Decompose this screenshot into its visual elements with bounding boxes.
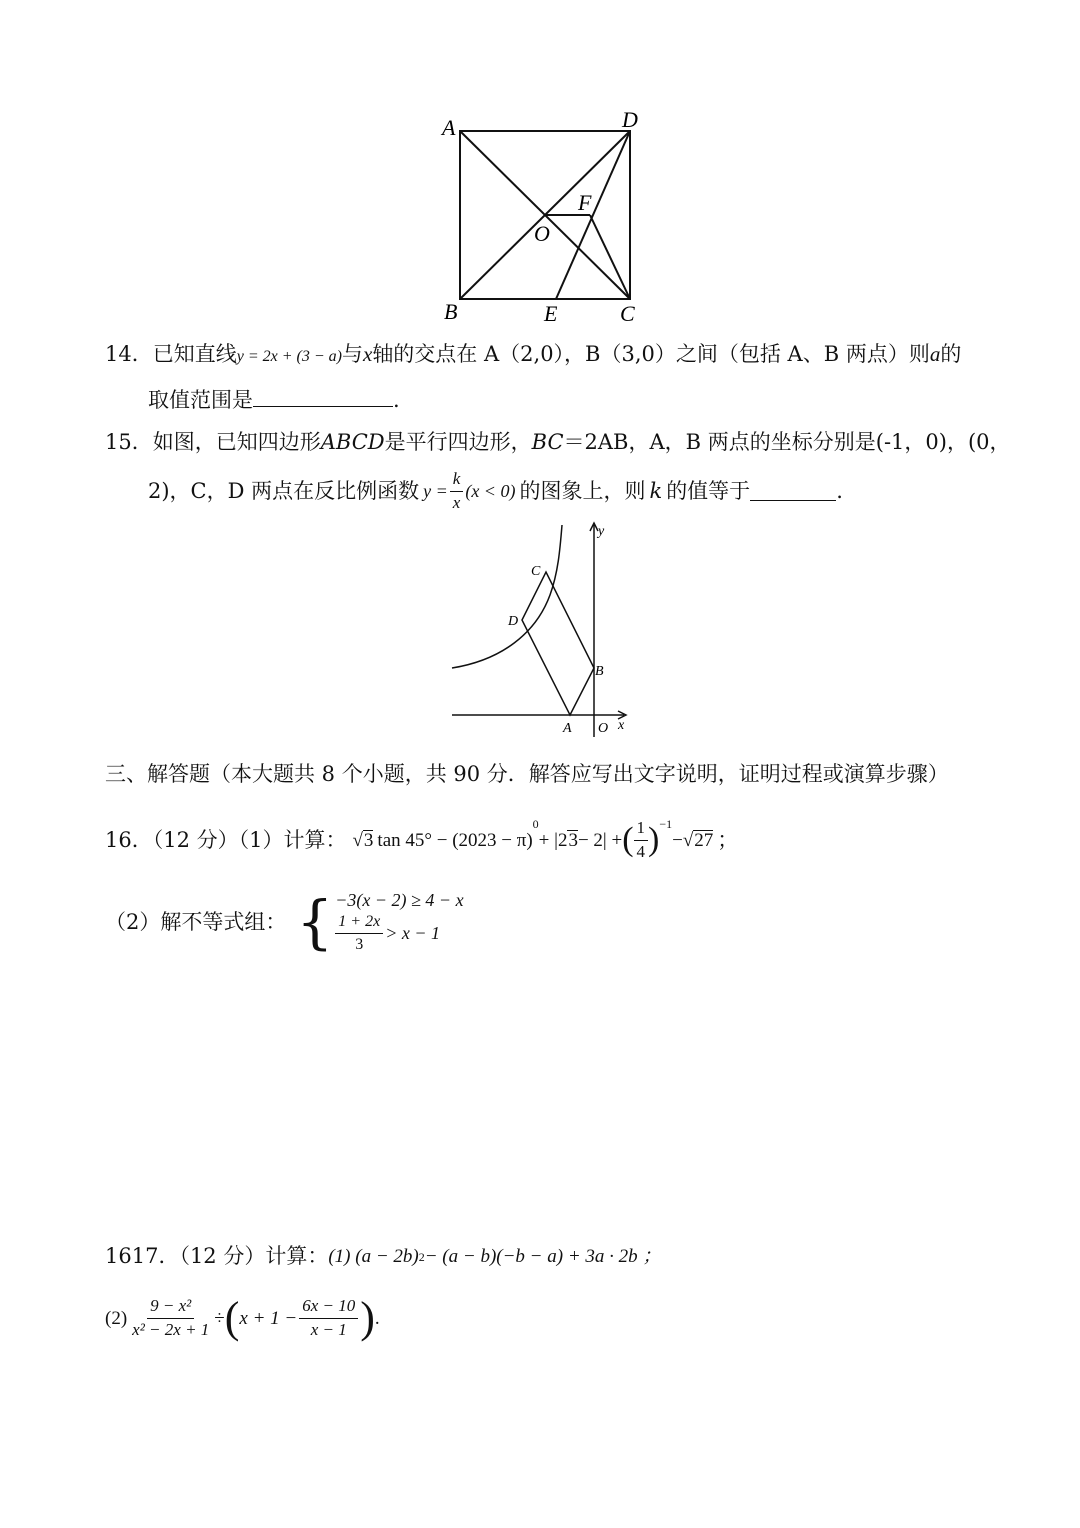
q16-part1: 16．（12 分）（1）计算： √ 3 tan 45° − (2023 − π) 0 + |2 3 − 2| + ( $\frac{1}{4}$ ) $^{-1}$ − √ 27 ；: [105, 817, 739, 861]
segment-fc: [590, 215, 630, 299]
square-figure: [430, 105, 660, 330]
q17-fraction-1: $\frac{\text{9 − x²}}{\text{x² − 2x + 1}}$: [132, 1295, 210, 1339]
q17-part2: (2) $\frac{\text{9 − x²}}{\text{x² − 2x + 1}}$ ÷ ( x + 1 − $\frac{6x - 10}{x - 1}$ ) .: [105, 1293, 380, 1342]
label-a: A: [442, 115, 456, 140]
q15-line2: 2)，C，D 两点在反比例函数 y = $\frac{k}{x}$ (x < 0) 的图象上，则 k 的值等于 .: [148, 469, 843, 512]
label-b: B: [444, 299, 458, 324]
q15-function-fraction: $\frac{k}{x}$: [450, 470, 464, 512]
q16-fraction-quarter: $\frac{1}{4}$: [634, 819, 649, 861]
q16-part2: （2）解不等式组： { −3(x − 2) ≥ 4 − x $\frac{1 + 2x}{3}$ > x − 1: [105, 888, 464, 956]
label-c: C: [620, 301, 635, 326]
section-3-heading: 三、解答题（本大题共 8 个小题，共 90 分．解答应写出文字说明，证明过程或演算步骤）: [105, 762, 949, 786]
fig2-label-d: D: [508, 614, 519, 629]
q14-formula: y = 2x + (3 − a): [236, 348, 342, 365]
inequality-1: −3(x − 2) ≥ 4 − x: [335, 889, 464, 910]
q14-answer-blank: [253, 388, 393, 407]
fig2-label-b: B: [595, 664, 604, 679]
fig2-label-c: C: [531, 564, 541, 579]
q17-part1: 1617．（12 分）计算： (1) (a − 2b) 2 − (a − b)(−b − a) + 3a · 2b ；: [105, 1244, 662, 1268]
fig2-label-y: y: [598, 524, 605, 539]
label-f: F: [578, 190, 592, 215]
q17-fraction-2: $\frac{6x - 10}{x - 1}$: [299, 1297, 358, 1339]
inequality-2: $\frac{1 + 2x}{3}$ > x − 1: [335, 913, 463, 953]
fig2-label-x: x: [618, 718, 625, 733]
inequality-system: [335, 891, 463, 953]
label-d: D: [622, 107, 638, 132]
q15-answer-blank: [750, 482, 836, 501]
fig2-label-a: A: [563, 721, 572, 736]
system-brace: {: [296, 888, 334, 956]
q15-line1: 15．如图，已知四边形ABCD是平行四边形，BC＝2AB，A，B 两点的坐标分别是(-1，0)，(0，: [105, 430, 1011, 454]
q14-line2: 取值范围是 .: [148, 388, 400, 412]
parallelogram-abcd: [522, 572, 594, 715]
q14-line1: 14．已知直线y = 2x + (3 − a)与x轴的交点在 A（2,0），B（3,0）之间（包括 A、B 两点）则a的: [105, 342, 962, 366]
hyperbola-curve: [452, 525, 562, 668]
fig2-label-o: O: [598, 721, 609, 736]
hyperbola-figure: [440, 515, 640, 740]
label-o: O: [534, 221, 550, 246]
label-e: E: [544, 301, 558, 326]
